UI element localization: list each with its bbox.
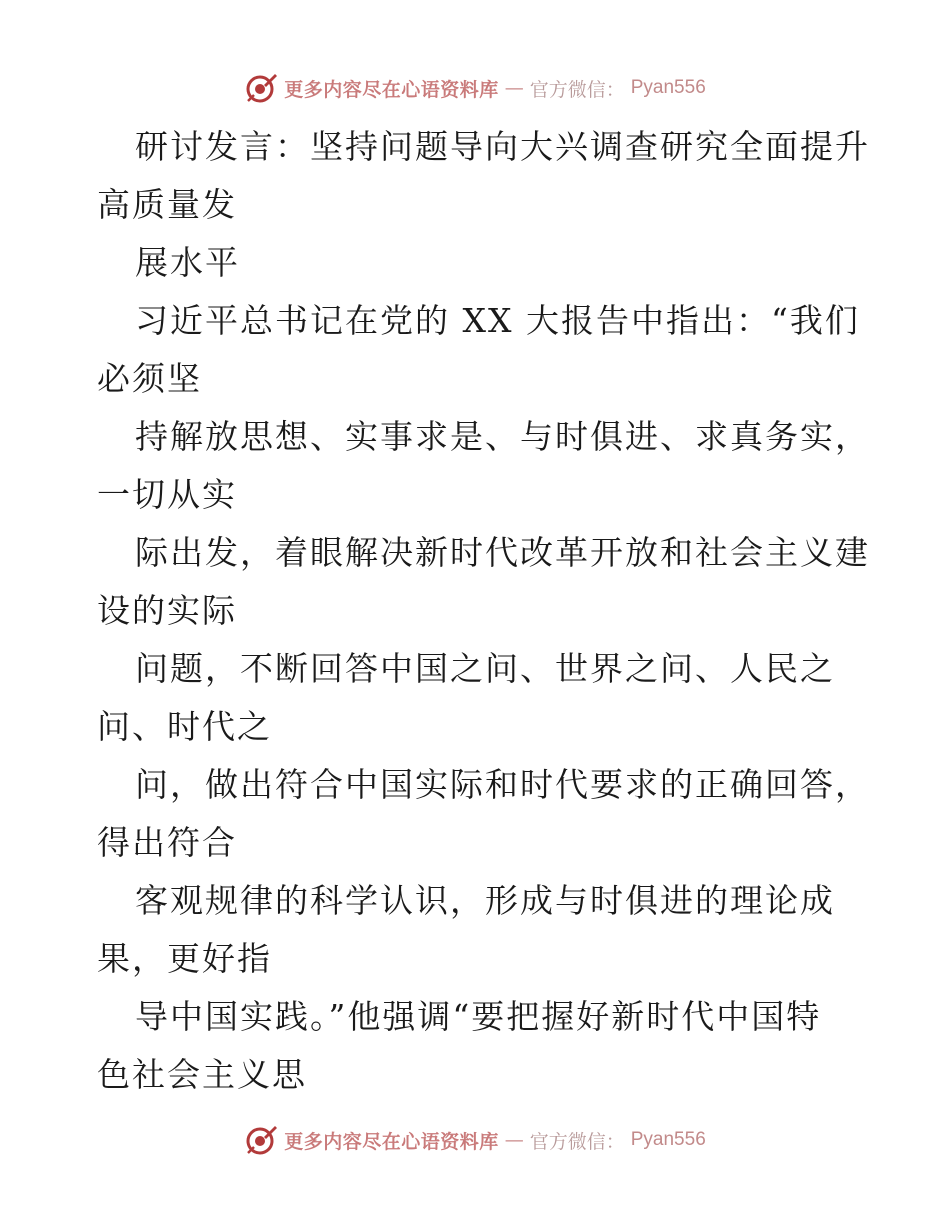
document-line: 问，做出符合中国实际和时代要求的正确回答， — [135, 765, 870, 804]
footer-banner — [0, 1120, 950, 1160]
banner-separator: — — [504, 77, 524, 99]
document-body — [97, 118, 870, 1104]
banner-main-text: 更多内容尽在心语资料库 — [284, 1130, 499, 1153]
banner-wechat-id: Pyan556 — [630, 1129, 706, 1150]
pen-logo-icon — [244, 71, 278, 105]
document-line: 习近平总书记在党的 XX 大报告中指出：“我们 — [135, 301, 860, 340]
document-line: 研讨发言：坚持问题导向大兴调查研究全面提升 — [135, 127, 870, 166]
banner-separator: — — [504, 1129, 524, 1151]
document-line: 高质量发 — [97, 185, 237, 224]
document-line: 一切从实 — [97, 475, 237, 514]
document-line: 问、时代之 — [97, 707, 272, 746]
banner-main-text: 更多内容尽在心语资料库 — [284, 78, 499, 101]
document-line: 客观规律的科学认识，形成与时俱进的理论成 — [135, 881, 835, 920]
document-line: 问题，不断回答中国之问、世界之问、人民之 — [135, 649, 835, 688]
document-line: 持解放思想、实事求是、与时俱进、求真务实， — [135, 417, 870, 456]
document-line: 设的实际 — [97, 591, 237, 630]
document-line: 必须坚 — [97, 359, 202, 398]
document-line: 得出符合 — [97, 823, 237, 862]
banner-wechat-label: 官方微信： — [529, 78, 625, 101]
document-line: 果，更好指 — [97, 939, 272, 978]
pen-logo-icon — [244, 1123, 278, 1157]
banner-wechat-label: 官方微信： — [529, 1130, 625, 1153]
banner-wechat-id: Pyan556 — [630, 77, 706, 98]
document-line: 际出发，着眼解决新时代改革开放和社会主义建 — [135, 533, 870, 572]
header-banner — [0, 68, 950, 108]
document-line: 导中国实践。”他强调“要把握好新时代中国特 — [135, 997, 822, 1036]
document-line: 色社会主义思 — [97, 1055, 307, 1094]
document-line: 展水平 — [135, 243, 240, 282]
